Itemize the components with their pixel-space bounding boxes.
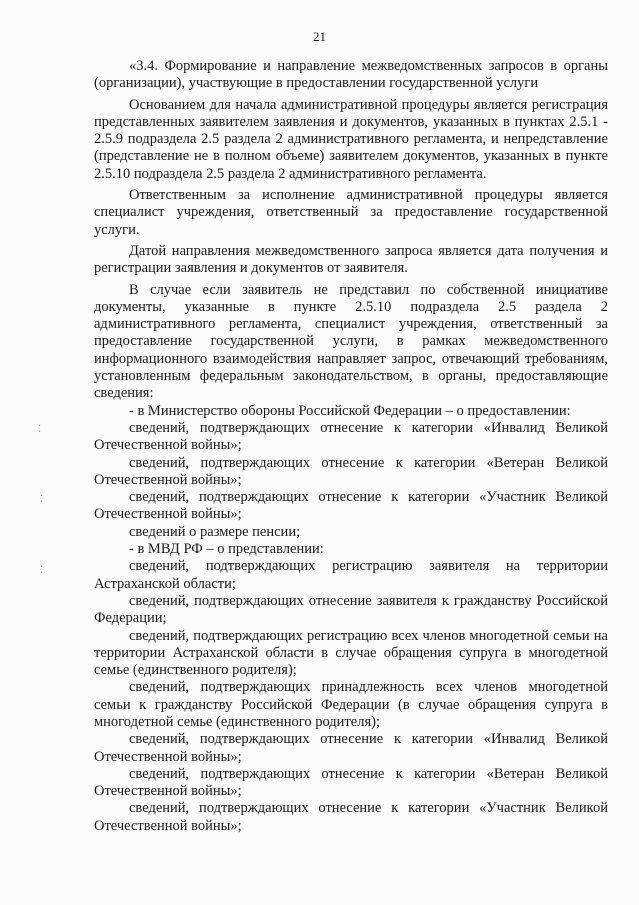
list-item: сведений, подтверждающих принадлежность всех членов многодетной семьи к гражданству Российской Федерации (в случае обращения супруга в многодетной семье (единственного родителя); xyxy=(94,679,608,730)
list-heading: - в МВД РФ – о представлении: xyxy=(129,541,324,558)
document-body xyxy=(94,58,608,835)
list-item: сведений, подтверждающих регистрацию заявителя на территории Астраханской области; xyxy=(94,558,608,592)
margin-mark: ⁚ xyxy=(40,565,44,576)
page-number: 21 xyxy=(313,29,326,44)
list-item: сведений, подтверждающих регистрацию всех членов многодетной семьи на территории Астраханской области в случае обращения супруга в многодетной семье (единственного родителя); xyxy=(94,627,608,679)
paragraph: Датой направления межведомственного запроса является дата получения и регистрации заявления и документов от заявителя. xyxy=(94,242,608,277)
paragraph: Основанием для начала административной процедуры является регистрация представленных заявителем заявления и документов, указанных в пунктах 2.5.1 - 2.5.9 подраздела 2.5 раздела 2 административного регламента, и непредставление (представление не в полном объеме) заявителем документов, указанных в пункте 2.5.10 подраздела 2.5 раздела 2 административного регламента. xyxy=(94,96,608,182)
section-heading: «3.4. Формирование и направление межведомственных запросов в органы (организации), участвующие в предоставлении государственной услуги xyxy=(94,58,608,92)
paragraph: В случае если заявитель не представил по собственной инициативе документы, указанные в пункте 2.5.10 подраздела 2.5 раздела 2 административного регламента, специалист учреждения, ответственный за предоставление государственной услуги, в рамках межведомственного информационного взаимодействия направляет запрос, отвечающий требованиям, установленным федеральным законодательством, в органы, предоставляющие сведения: xyxy=(94,281,608,402)
list-item: сведений, подтверждающих отнесение к категории «Участник Великой Отечественной войны»; xyxy=(94,800,608,834)
list-item: сведений, подтверждающих отнесение к категории «Ветеран Великой Отечественной войны»; xyxy=(94,454,608,488)
list-item: сведений, подтверждающих отнесение к категории «Участник Великой Отечественной войны»; xyxy=(94,489,608,523)
margin-mark: ⁚ xyxy=(40,494,44,505)
list-item: сведений о размере пенсии; xyxy=(129,523,301,540)
list-item: сведений, подтверждающих отнесение заявителя к гражданству Российской Федерации; xyxy=(94,592,608,627)
list-item: сведений, подтверждающих отнесение к категории «Инвалид Великой Отечественной войны»; xyxy=(94,419,608,454)
paragraph: Ответственным за исполнение административной процедуры является специалист учреждения, ответственный за предоставление государственной услуги. xyxy=(94,187,608,238)
list-item: сведений, подтверждающих отнесение к категории «Инвалид Великой Отечественной войны»; xyxy=(94,731,608,765)
list-item: сведений, подтверждающих отнесение к категории «Ветеран Великой Отечественной войны»; xyxy=(94,765,608,800)
list-heading: - в Министерство обороны Российской Федерации – о предоставлении: xyxy=(129,402,571,419)
margin-mark: ⁚ xyxy=(38,424,42,435)
